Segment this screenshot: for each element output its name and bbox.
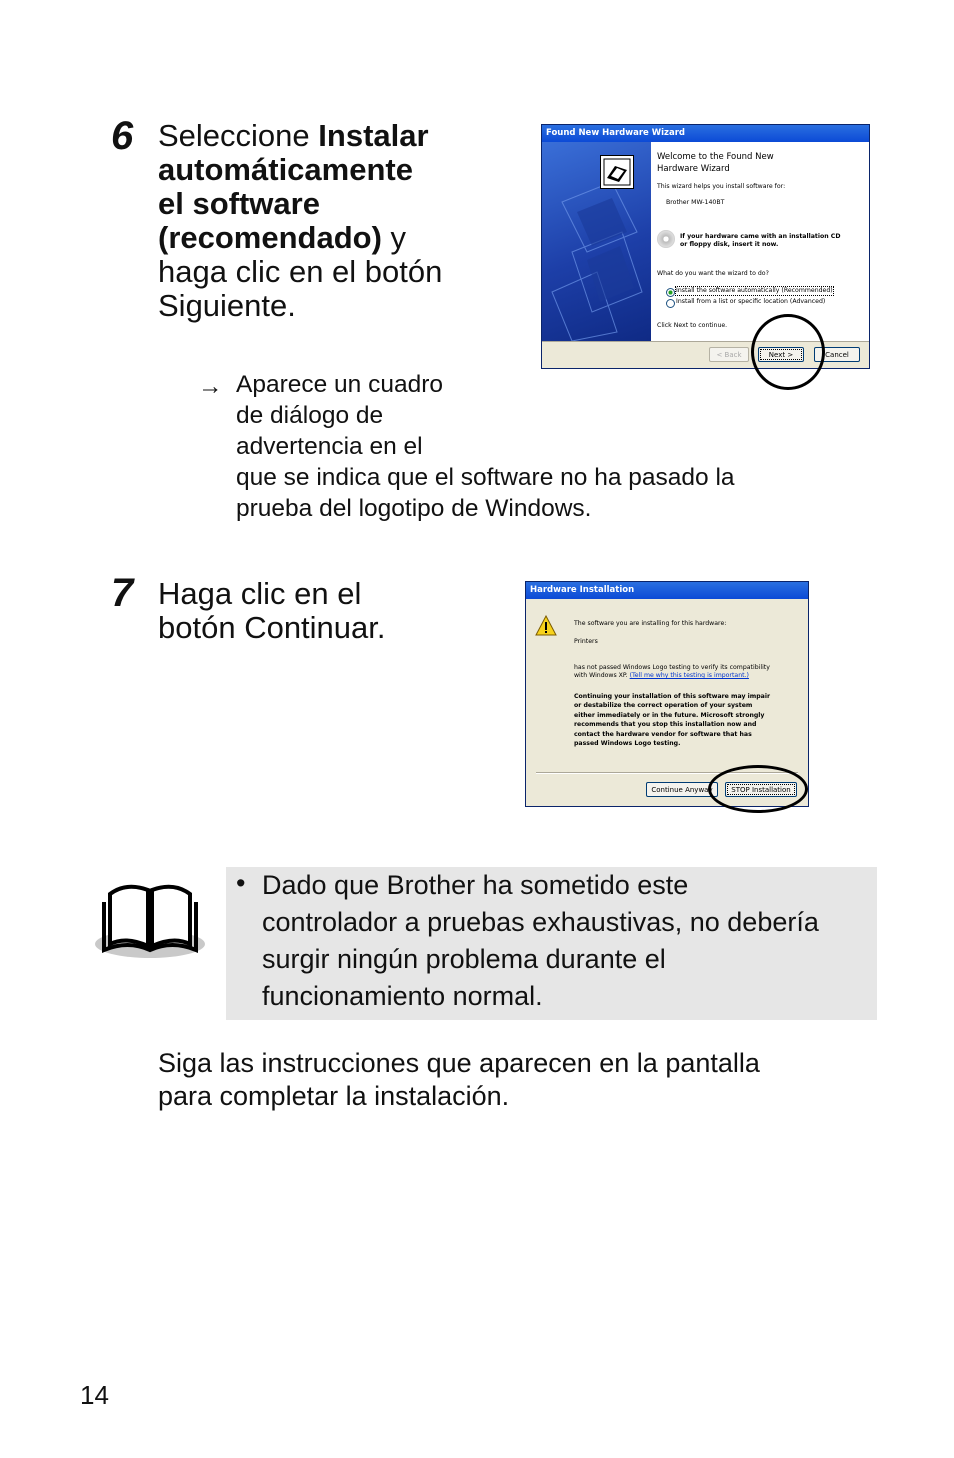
warning-line: Continuing your installation of this software may impair — [574, 693, 770, 700]
option-advanced-radio[interactable] — [666, 299, 675, 308]
note-line: Aparece un cuadro — [236, 371, 444, 398]
step-6-text: haga clic en el botón — [158, 254, 443, 289]
logo-text-line: with Windows XP. — [574, 672, 630, 679]
wizard-sidebar-graphic — [542, 142, 651, 341]
book-icon — [94, 874, 206, 960]
result-arrow-icon: → — [198, 373, 223, 400]
found-new-hardware-wizard — [541, 124, 870, 369]
cd-text-line: If your hardware came with an installation CD — [680, 233, 841, 240]
wizard-heading-line: Hardware Wizard — [657, 164, 730, 174]
step-6-text: Siguiente. — [158, 288, 296, 323]
highlight-circle-next — [751, 314, 825, 390]
step-6-instruction — [158, 119, 442, 323]
note-line: prueba del logotipo de Windows. — [236, 495, 592, 522]
next-button[interactable]: Next > — [758, 347, 804, 362]
warning-line: recommends that you stop this installation now and — [574, 721, 757, 729]
step-6-option-name: (recomendado) — [158, 220, 382, 255]
note-line: surgir ningún problema durante el — [262, 944, 666, 974]
hwdialog-title-bar: Hardware Installation — [526, 582, 808, 599]
step-7-instruction — [158, 577, 386, 645]
wizard-device-name: Brother MW-140BT — [666, 199, 725, 206]
step-7-number: 7 — [111, 571, 134, 615]
closing-line: Siga las instrucciones que aparecen en la pantalla — [158, 1048, 760, 1078]
closing-line: para completar la instalación. — [158, 1081, 510, 1111]
step-6-text: Seleccione — [158, 118, 319, 153]
step-6-option-name: Instalar — [318, 118, 429, 153]
wizard-continue-text: Click Next to continue. — [657, 322, 728, 329]
note-line: controlador a pruebas exhaustivas, no debería — [262, 907, 819, 937]
continue-anyway-button[interactable]: Continue Anyway — [646, 782, 718, 797]
stop-installation-button[interactable]: STOP Installation — [725, 782, 797, 797]
step-6-text: y — [381, 220, 407, 255]
step-7-text: Haga clic en el — [158, 576, 362, 611]
cd-icon — [657, 230, 675, 248]
wizard-intro: This wizard helps you install software for: — [657, 183, 786, 190]
hwdialog-device: Printers — [574, 638, 598, 645]
option-automatic-label[interactable]: Install the software automatically (Recommended) — [676, 287, 833, 294]
warning-line: passed Windows Logo testing. — [574, 740, 681, 748]
hardware-wizard-icon — [600, 155, 634, 189]
warning-line: either immediately or in the future. Microsoft strongly — [574, 711, 765, 719]
note-bullet: • — [236, 868, 246, 898]
hwdialog-warning — [574, 692, 770, 748]
tell-me-why-link[interactable]: (Tell me why this testing is important.) — [629, 672, 749, 679]
sidebar-pattern-icon — [542, 142, 651, 341]
wizard-question: What do you want the wizard to do? — [657, 270, 769, 277]
logo-text-line: has not passed Windows Logo testing to verify its compatibility — [574, 664, 770, 671]
wizard-title-bar: Found New Hardware Wizard — [542, 125, 869, 142]
step-7-text: botón Continuar. — [158, 610, 386, 645]
wizard-heading — [657, 151, 774, 175]
highlight-circle-continue — [708, 765, 808, 813]
step-6-option-name: automáticamente — [158, 152, 413, 187]
note-line: Dado que Brother ha sometido este — [262, 870, 689, 900]
note-line: que se indica que el software no ha pasado la — [236, 464, 735, 491]
note-text — [262, 867, 819, 1015]
hwdialog-line1: The software you are installing for this hardware: — [574, 620, 727, 627]
option-advanced-label[interactable]: Install from a list or specific location (Advanced) — [676, 298, 826, 305]
note-line: de diálogo de — [236, 402, 384, 429]
closing-paragraph — [158, 1047, 760, 1113]
cd-text-line: or floppy disk, insert it now. — [680, 241, 779, 248]
back-button[interactable]: < Back — [709, 347, 749, 362]
step-6-option-name: el software — [158, 186, 320, 221]
note-line: funcionamiento normal. — [262, 981, 543, 1011]
wizard-heading-line: Welcome to the Found New — [657, 152, 774, 162]
step-6-result-note — [236, 369, 735, 524]
wizard-cd-text — [680, 233, 840, 249]
option-automatic-radio[interactable] — [666, 288, 675, 297]
note-line: advertencia en el — [236, 433, 423, 460]
cancel-button[interactable]: Cancel — [814, 347, 860, 362]
step-6-number: 6 — [111, 114, 134, 158]
warning-line: or destabilize the correct operation of your system — [574, 702, 753, 710]
page-number: 14 — [80, 1380, 109, 1410]
warning-icon — [535, 615, 557, 637]
warning-line: contact the hardware vendor for software that has — [574, 730, 752, 738]
hwdialog-logo-text — [574, 664, 770, 680]
